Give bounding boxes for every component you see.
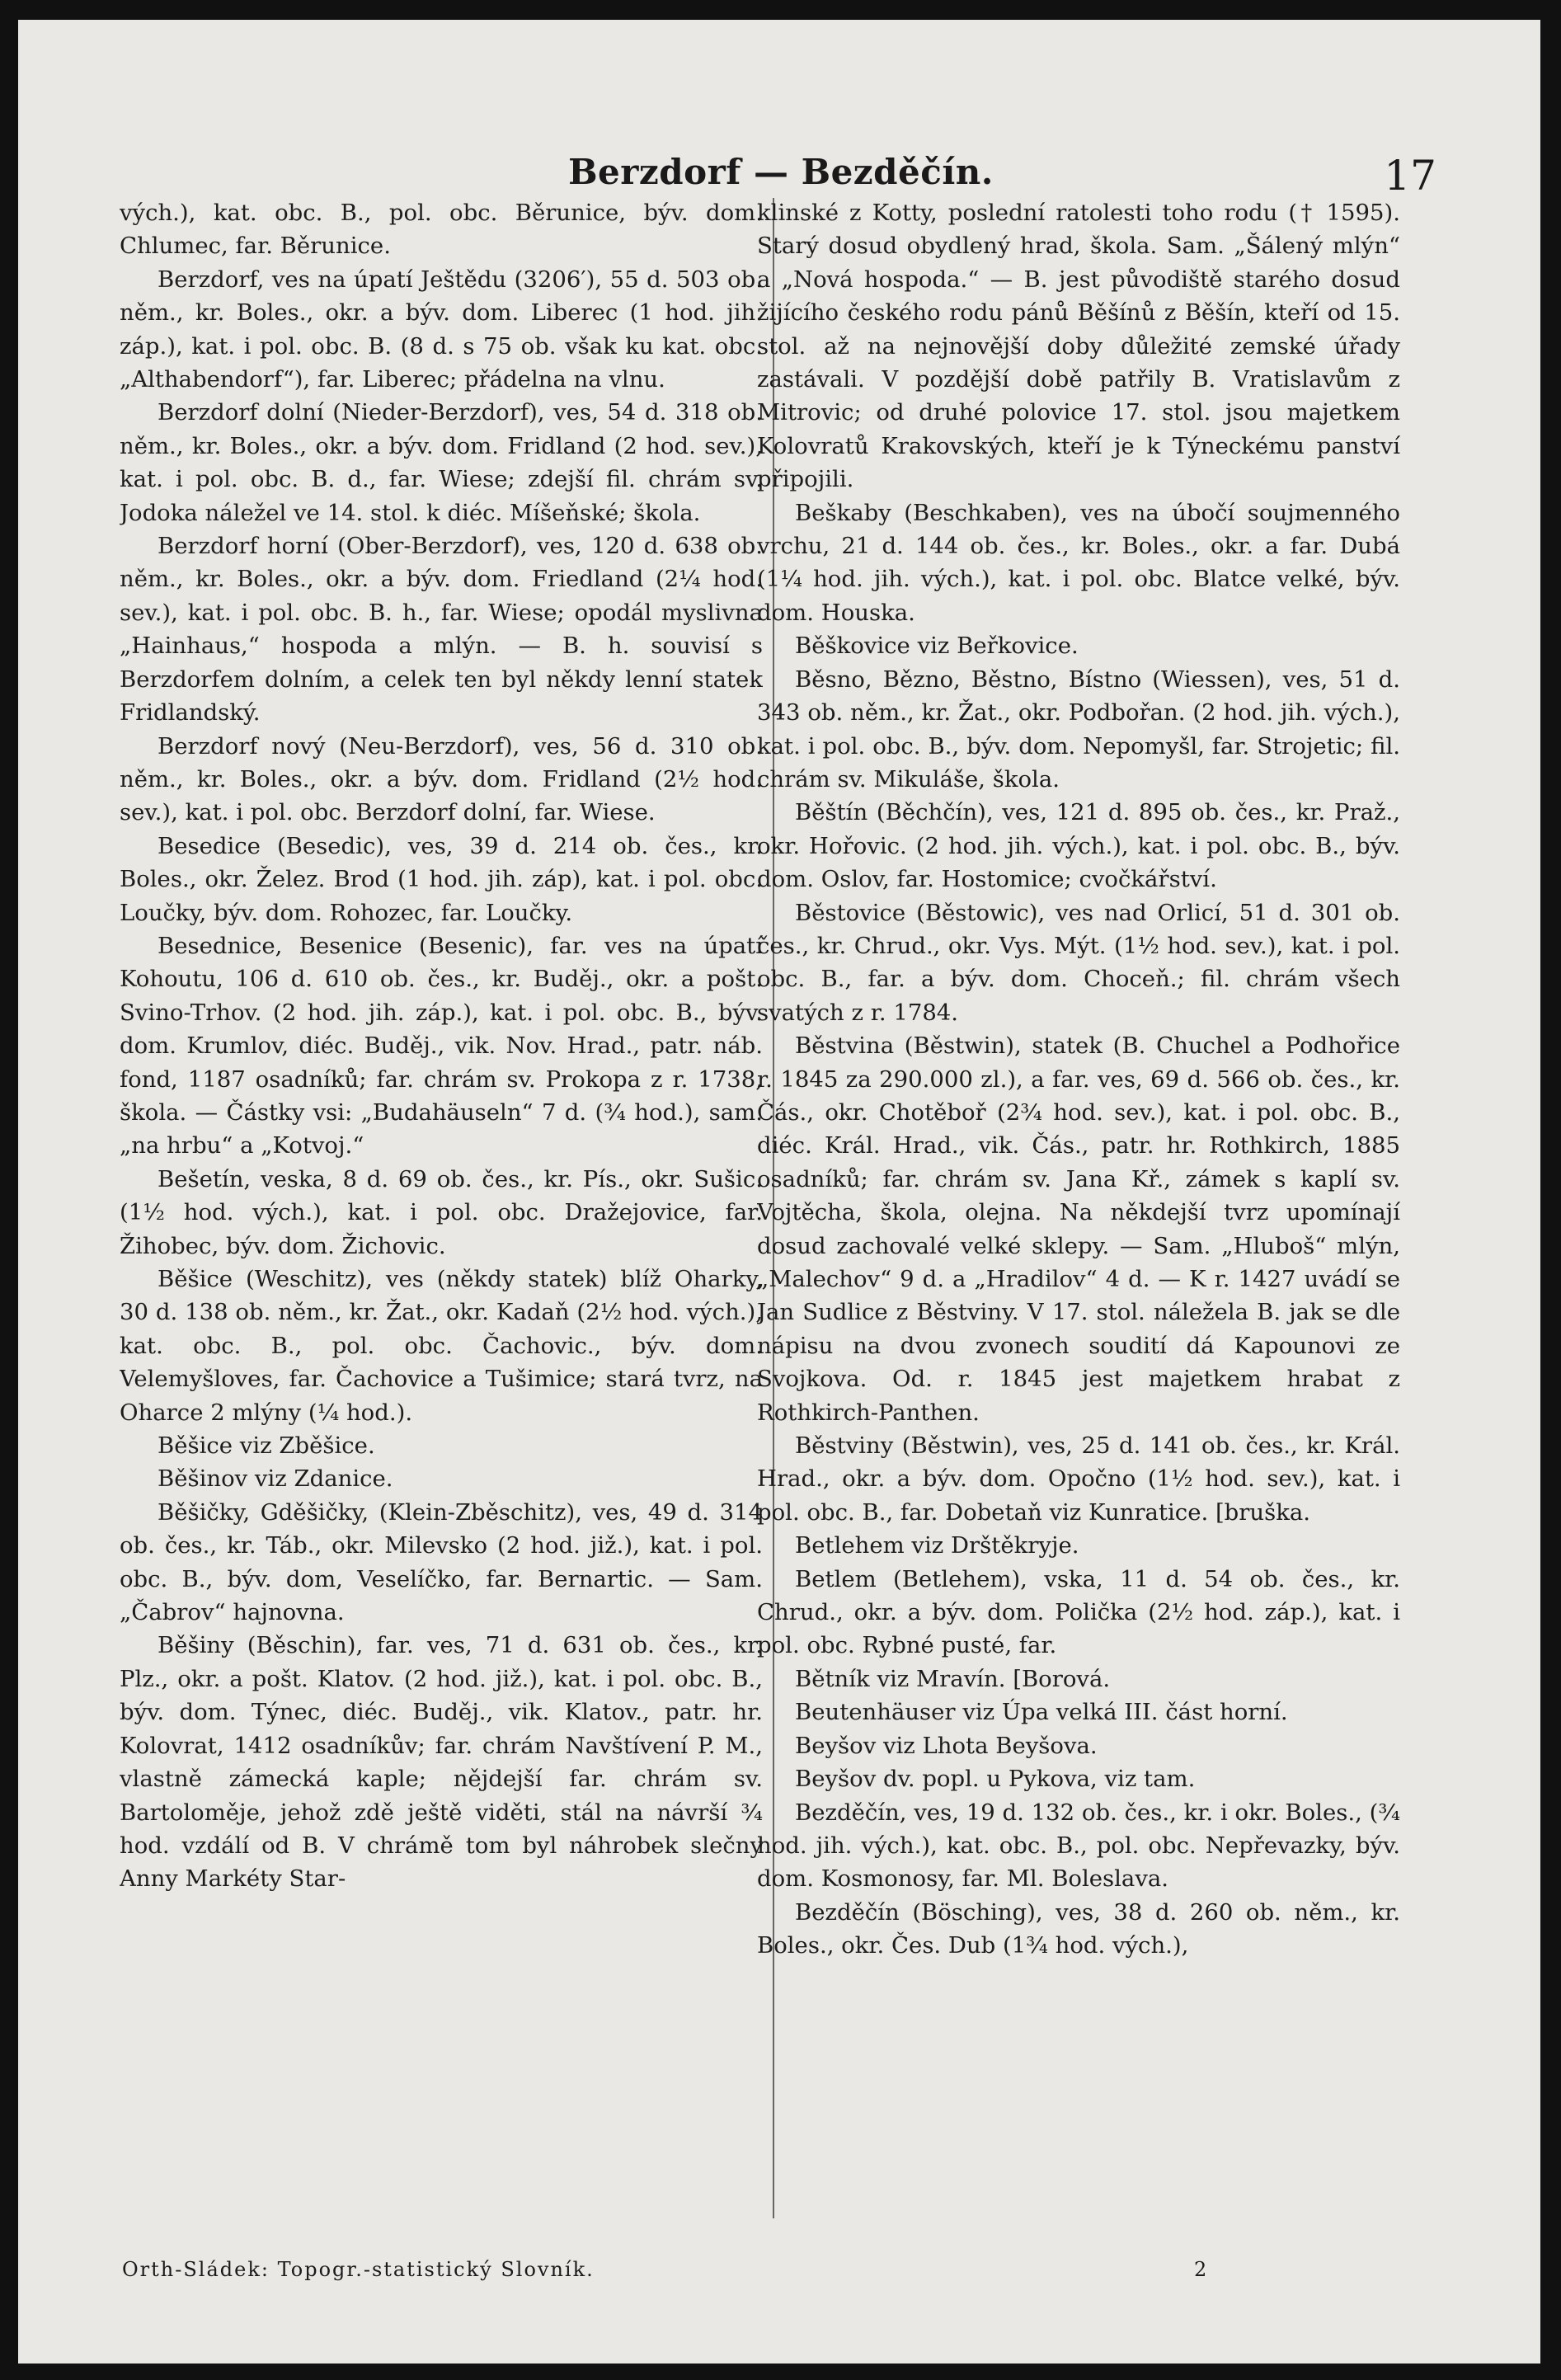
entry-paragraph: Beškaby (Beschkaben), ves na úbočí soujmenného vrchu, 21 d. 144 ob. čes., kr. Boles., okr. a far. Dubá (1¼ hod. jih. vých.), kat. i pol. obc. Blatce velké, býv. dom. Houska.	[757, 499, 1400, 626]
entry-paragraph: Betlem (Betlehem), vska, 11 d. 54 ob. čes., kr. Chrud., okr. a býv. dom. Polička (2½ hod. záp.), kat. i pol. obc. Rybné pusté, far.	[757, 1565, 1400, 1659]
page-footer	[122, 2258, 1277, 2291]
entry-paragraph: klinské z Kotty, poslední ratolesti toho rodu († 1595). Starý dosud obydlený hrad, škola. Sam. „Šálený mlýn“ a „Nová hospoda.“ — B. jest původiště starého dosud žijícího českého rodu pánů Běšínů z Běšín, kteří od 15. stol. až na nejnovější doby důležité zemské úřady zastávali. V pozdější době patřily B. Vratislavům z Mitrovic; od druhé polovice 17. stol. jsou majetkem Kolovratů Krakovských, kteří je k Týneckému panství připojili.	[757, 200, 1400, 493]
right-column	[757, 196, 1400, 2250]
entry-paragraph: Berzdorf nový (Neu-Berzdorf), ves, 56 d. 310 ob. něm., kr. Boles., okr. a býv. dom. Fridland (2½ hod. sev.), kat. i pol. obc. Berzdorf dolní, far. Wiese.	[120, 732, 763, 826]
entry-paragraph: Berzdorf dolní (Nieder-Berzdorf), ves, 54 d. 318 ob. něm., kr. Boles., okr. a býv. dom. Fridland (2 hod. sev.), kat. i pol. obc. B. d., far. Wiese; zdejší fil. chrám sv. Jodoka náležel ve 14. stol. k diéc. Míšeňské; škola.	[120, 399, 763, 526]
page-number: 17	[1384, 152, 1436, 200]
entry-paragraph: Běsno, Bězno, Běstno, Bístno (Wiessen), ves, 51 d. 343 ob. něm., kr. Žat., okr. Podbořan. (2 hod. jih. vých.), kat. i pol. obc. B., býv. dom. Nepomyšl, far. Strojetic; fil. chrám sv. Mikuláše, škola.	[757, 666, 1400, 793]
entry-paragraph: Běstovice (Běstowic), ves nad Orlicí, 51 d. 301 ob. čes., kr. Chrud., okr. Vys. Mýt. (1½ hod. sev.), kat. i pol. obc. B., far. a býv. dom. Choceň.; fil. chrám všech svatých z r. 1784.	[757, 899, 1400, 1026]
entry-paragraph: Besednice, Besenice (Besenic), far. ves na úpatí Kohoutu, 106 d. 610 ob. čes., kr. Buděj., okr. a pošt. Svino-Trhov. (2 hod. jih. záp.), kat. i pol. obc. B., býv. dom. Krumlov, diéc. Buděj., vik. Nov. Hrad., patr. náb. fond, 1187 osadníků; far. chrám sv. Prokopa z r. 1738, škola. — Částky vsi: „Budahäuseln“ 7 d. (¾ hod.), sam. „na hrbu“ a „Kotvoj.“	[120, 932, 763, 1159]
entry-paragraph: Betlehem viz Drštěkryje.	[795, 1532, 1079, 1559]
entry-paragraph: Beutenhäuser viz Úpa velká III. část horní.	[795, 1699, 1288, 1726]
entry-paragraph: vých.), kat. obc. B., pol. obc. Běrunice, býv. dom. Chlumec, far. Běrunice.	[120, 200, 763, 260]
entry-paragraph: Bětník viz Mravín. [Borová.	[795, 1665, 1111, 1692]
entry-paragraph: Běšičky, Gděšičky, (Klein-Zběschitz), ves, 49 d. 314 ob. čes., kr. Táb., okr. Milevsko (2 hod. již.), kat. i pol. obc. B., býv. dom, Veselíčko, far. Bernartic. — Sam. „Čabrov“ hajnovna.	[120, 1498, 763, 1626]
entry-paragraph: Berzdorf horní (Ober-Berzdorf), ves, 120 d. 638 ob. něm., kr. Boles., okr. a býv. dom. Friedland (2¼ hod. sev.), kat. i pol. obc. B. h., far. Wiese; opodál myslivna „Hainhaus,“ hospoda a mlýn. — B. h. souvisí s Berzdorfem dolním, a celek ten byl někdy lenní statek Fridlandský.	[120, 533, 763, 727]
entry-paragraph: Bezděčín, ves, 19 d. 132 ob. čes., kr. i okr. Boles., (¾ hod. jih. vých.), kat. obc. B., pol. obc. Nepřevazky, býv. dom. Kosmonosy, far. Ml. Boleslava.	[757, 1799, 1400, 1893]
entry-paragraph: Běštín (Běchčín), ves, 121 d. 895 ob. čes., kr. Praž., okr. Hořovic. (2 hod. jih. vých.), kat. i pol. obc. B., býv. dom. Oslov, far. Hostomice; cvočkářství.	[757, 799, 1400, 893]
footer-imprint: Orth-Sládek: Topogr.-statistický Slovník.	[122, 2258, 595, 2281]
entry-paragraph: Bešetín, veska, 8 d. 69 ob. čes., kr. Pís., okr. Sušic. (1½ hod. vých.), kat. i pol. obc. Dražejovice, far. Žihobec, býv. dom. Žichovic.	[120, 1165, 763, 1259]
page-title: Berzdorf — Bezděčín.	[568, 152, 994, 192]
entry-paragraph: Bezděčín (Bösching), ves, 38 d. 260 ob. něm., kr. Boles., okr. Čes. Dub (1¾ hod. vých.),	[757, 1898, 1400, 1959]
entry-paragraph: Běšice viz Zběšice.	[158, 1432, 375, 1460]
left-column	[120, 196, 763, 2250]
entry-paragraph: Besedice (Besedic), ves, 39 d. 214 ob. čes., kr. Boles., okr. Želez. Brod (1 hod. jih. záp), kat. i pol. obc. Loučky, býv. dom. Rohozec, far. Loučky.	[120, 832, 763, 926]
entry-paragraph: Běšiny (Běschin), far. ves, 71 d. 631 ob. čes., kr. Plz., okr. a pošt. Klatov. (2 hod. již.), kat. i pol. obc. B., býv. dom. Týnec, diéc. Buděj., vik. Klatov., patr. hr. Kolovrat, 1412 osadníkův; far. chrám Navštívení P. M., vlastně zámecká kaple; nějdejší far. chrám sv. Bartoloměje, jehož zdě ještě viděti, stál na návrší ¾ hod. vzdálí od B. V chrámě tom byl náhrobek slečny Anny Markéty Star-	[120, 1632, 763, 1893]
signature-mark: 2	[1194, 2258, 1207, 2281]
entry-paragraph: Běškovice viz Beřkovice.	[795, 633, 1079, 660]
entry-paragraph: Beyšov dv. popl. u Pykova, viz tam.	[795, 1766, 1196, 1793]
entry-paragraph: Běstviny (Běstwin), ves, 25 d. 141 ob. čes., kr. Král. Hrad., okr. a býv. dom. Opočno (1½ hod. sev.), kat. i pol. obc. B., far. Dobetaň viz Kunratice. [bruška.	[757, 1432, 1400, 1526]
entry-paragraph: Běšinov viz Zdanice.	[158, 1465, 393, 1493]
entry-paragraph: Beyšov viz Lhota Beyšova.	[795, 1732, 1098, 1759]
entry-paragraph: Běstvina (Běstwin), statek (B. Chuchel a Podhořice r. 1845 za 290.000 zl.), a far. ves, 69 d. 566 ob. čes., kr. Čás., okr. Chotěboř (2¾ hod. sev.), kat. i pol. obc. B., diéc. Král. Hrad., vik. Čás., patr. hr. Rothkirch, 1885 osadníků; far. chrám sv. Jana Kř., zámek s kaplí sv. Vojtěcha, škola, olejna. Na někdejší tvrz upomínají dosud zachovalé velké sklepy. — Sam. „Hluboš“ mlýn, „Malechov“ 9 d. a „Hradilov“ 4 d. — K r. 1427 uvádí se Jan Sudlice z Běstviny. V 17. stol. náležela B. jak se dle nápisu na dvou zvonech soudití dá Kapounovi ze Svojkova. Od. r. 1845 jest majetkem hrabat z Rothkirch-Panthen.	[757, 1032, 1400, 1426]
entry-paragraph: Běšice (Weschitz), ves (někdy statek) blíž Oharky, 30 d. 138 ob. něm., kr. Žat., okr. Kadaň (2½ hod. vých.), kat. obc. B., pol. obc. Čachovic., býv. dom. Velemyšloves, far. Čachovice a Tušimice; stará tvrz, na Oharce 2 mlýny (¼ hod.).	[120, 1266, 763, 1426]
entry-paragraph: Berzdorf, ves na úpatí Ještědu (3206′), 55 d. 503 ob. něm., kr. Boles., okr. a býv. dom. Liberec (1 hod. jih. záp.), kat. i pol. obc. B. (8 d. s 75 ob. však ku kat. obc. „Althabendorf“), far. Liberec; přádelna na vlnu.	[120, 266, 763, 393]
